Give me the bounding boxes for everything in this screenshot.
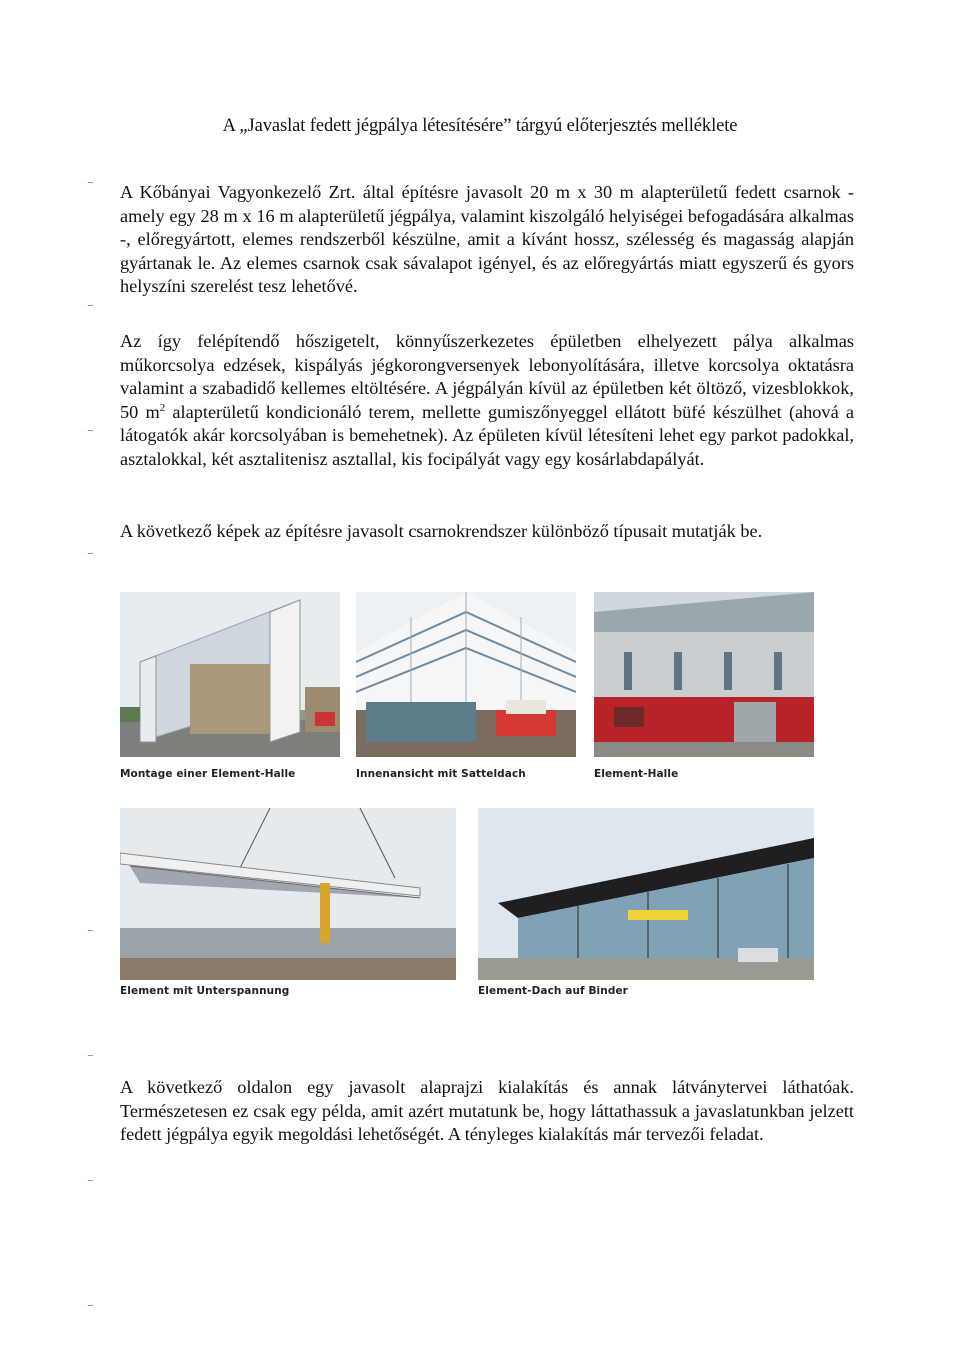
photo-trussed-element bbox=[120, 808, 456, 980]
margin-mark bbox=[88, 1305, 93, 1306]
caption-hall-assembly: Montage einer Element-Halle bbox=[120, 768, 296, 780]
caption-roof-on-girders: Element-Dach auf Binder bbox=[478, 985, 628, 997]
facilities-paragraph bbox=[120, 330, 854, 471]
images-intro-paragraph: A következő képek az építésre javasolt csarnokrendszer különböző típusait mutatják be. bbox=[120, 521, 763, 541]
margin-mark bbox=[88, 553, 93, 554]
margin-mark bbox=[88, 930, 93, 931]
photo-roof-on-girders bbox=[478, 808, 814, 980]
facilities-text-part: Az így felépítendő hőszigetelt, könnyűszerkezetes épületben elhelyezett pálya alkalmas műkorcsolya edzések, kispályás jégkorongversenyek lebonyolítására, illetve korcsolya oktatásra valamint a szabadidő kellemes eltöltésére. A jégpályán kívül az épületben két öltöző, vizesblokkok, 50 m bbox=[120, 331, 854, 422]
margin-mark bbox=[88, 305, 93, 306]
page-title: A „Javaslat fedett jégpálya létesítésére” tárgyú előterjesztés melléklete bbox=[222, 116, 738, 136]
next-page-paragraph: A következő oldalon egy javasolt alaprajzi kialakítás és annak látványtervei láthatóak. Természetesen ez csak egy példa, amit azért mutatunk be, hogy láttathassuk a javaslatunkban jelzett fedett jégpálya egyik megoldási lehetőségét. A tényleges kialakítás már tervezői feladat. bbox=[120, 1077, 854, 1144]
caption-element-hall-building: Element-Halle bbox=[594, 768, 679, 780]
caption-interior-gable-roof: Innenansicht mit Satteldach bbox=[356, 768, 526, 780]
margin-mark bbox=[88, 1180, 93, 1181]
margin-mark bbox=[88, 1055, 93, 1056]
photo-hall-assembly bbox=[120, 592, 340, 757]
square-meter-superscript: 2 bbox=[159, 401, 166, 414]
margin-mark bbox=[88, 182, 93, 183]
intro-paragraph: A Kőbányai Vagyonkezelő Zrt. által építésre javasolt 20 m x 30 m alapterületű fedett csarnok - amely egy 28 m x 16 m alapterületű jégpálya, valamint kiszolgáló helyiségei befogadására alkalmas -, előregyártott, elemes rendszerből készülne, amit a kívánt hossz, szélesség és magasság alapján gyártanak le. Az elemes csarnok csak sávalapot igényel, és az előregyártás miatt egyszerű és gyors helyszíni szerelést tesz lehetővé. bbox=[120, 182, 854, 296]
photo-interior-gable-roof bbox=[356, 592, 576, 757]
facilities-text-continued: alapterületű kondicionáló terem, mellette gumiszőnyeggel ellátott büfé készülhet (ahová a látogatók akár korcsolyában is bemehetnek). Az épületen kívül létesíteni lehet egy parkot padokkal, asztalokkal, két asztalitenisz asztallal, kis focipályát vagy egy kosárlabdapályát. bbox=[120, 401, 854, 469]
photo-element-hall-building bbox=[594, 592, 814, 757]
margin-mark bbox=[88, 430, 93, 431]
caption-trussed-element: Element mit Unterspannung bbox=[120, 985, 290, 997]
